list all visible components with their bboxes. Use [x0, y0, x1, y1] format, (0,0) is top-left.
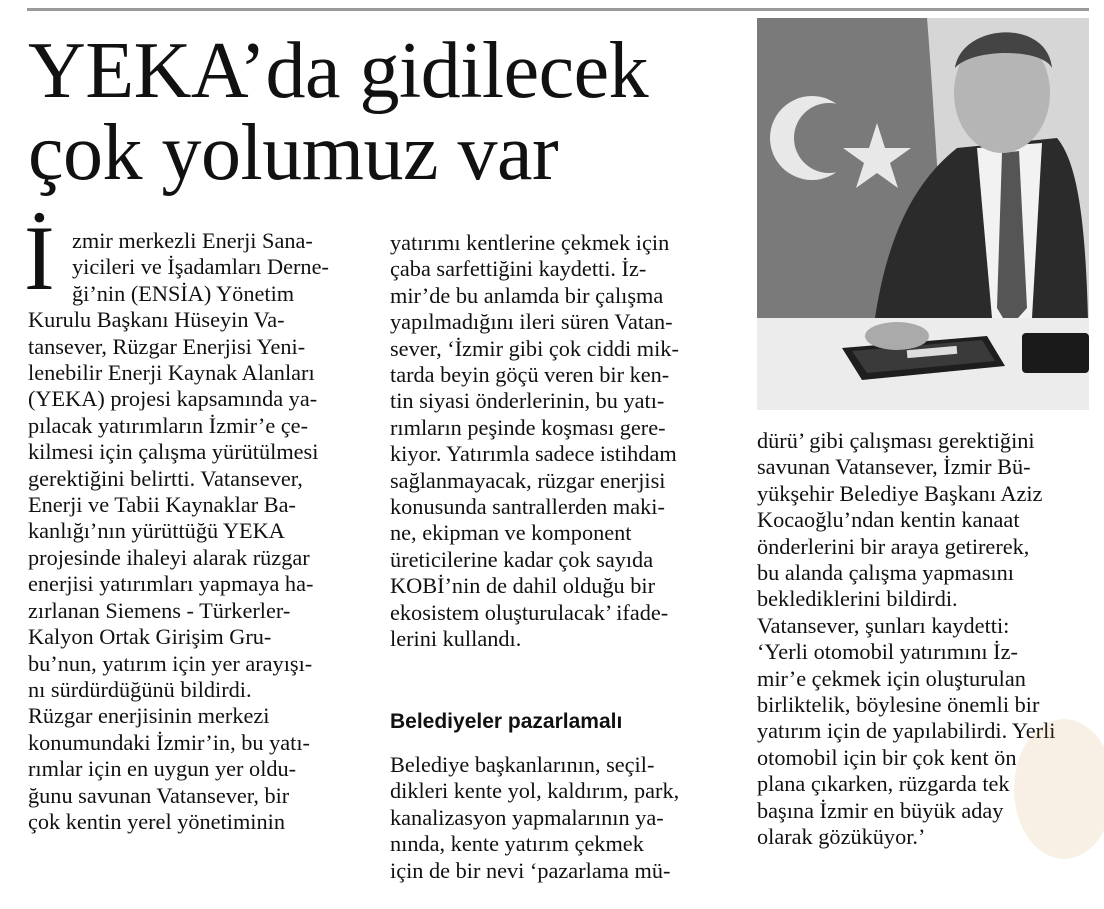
text-line: kanlığı’nın yürüttüğü YEKA [28, 518, 285, 544]
text-line: Rüzgar enerjisinin merkezi [28, 703, 270, 729]
text-line: rımlar için en uygun yer oldu- [28, 756, 297, 782]
text-line: üreticilerine kadar çok sayıda [390, 546, 654, 572]
text-line: çaba sarfettiğini kaydetti. İz- [390, 256, 647, 282]
text-line: ğunu savunan Vatansever, bir [28, 782, 290, 808]
text-line: plana çıkarken, rüzgarda tek [757, 771, 1010, 797]
text-line: Kurulu Başkanı Hüseyin Va- [28, 307, 285, 333]
text-line: otomobil için bir çok kent ön [757, 744, 1017, 770]
text-line: (YEKA) projesi kapsamında ya- [28, 386, 318, 412]
text-line: ne, ekipman ve komponent [390, 520, 632, 546]
headline [28, 27, 758, 197]
text-line: nında, kente yatırım çekmek [390, 831, 644, 857]
text-line: Kalyon Ortak Girişim Gru- [28, 624, 272, 650]
text-line: bu alanda çalışma yapmasını [757, 560, 1014, 586]
text-line: savunan Vatansever, İzmir Bü- [757, 454, 1031, 480]
text-line: yükşehir Belediye Başkanı Aziz [757, 480, 1043, 506]
portrait-illustration [757, 18, 1089, 410]
text-line: Enerji ve Tabii Kaynaklar Ba- [28, 492, 296, 518]
text-line: kanalizasyon yapmalarının ya- [390, 804, 664, 830]
text-line: konusunda santrallerden maki- [390, 494, 665, 520]
text-line: nı sürdürdüğünü bildirdi. [28, 676, 252, 702]
subheading: Belediyeler pazarlamalı [390, 710, 623, 733]
text-line: lenebilir Enerji Kaynak Alanları [28, 360, 315, 386]
article-column-2-continued [390, 752, 720, 884]
text-line: projesinde ihaleyi alarak rüzgar [28, 544, 310, 570]
text-line: yapılmadığını ileri süren Vatan- [390, 309, 673, 335]
headline-line-2: çok yolumuz var [28, 109, 559, 197]
article-column-1 [28, 228, 368, 835]
text-line: beklediklerini bildirdi. [757, 586, 958, 612]
text-line: kiyor. Yatırımla sadece istihdam [390, 441, 677, 467]
text-line: dikleri kente yol, kaldırım, park, [390, 778, 680, 804]
background-watermark-shape [994, 709, 1104, 869]
text-line: konumundaki İzmir’in, bu yatı- [28, 729, 310, 755]
text-line: KOBİ’nin de dahil olduğu bir [390, 573, 656, 599]
text-line: yatırım için de yapılabilirdi. Yerli [757, 718, 1056, 744]
drop-cap: İ [24, 207, 55, 309]
text-line: Vatansever, şunları kaydetti: [757, 612, 1010, 638]
text-line: zırlanan Siemens - Türkerler- [28, 597, 291, 623]
text-line: rımların peşinde koşması gere- [390, 414, 666, 440]
text-line: lerini kullandı. [390, 626, 522, 652]
text-line: tin siyasi önderlerinin, bu yatı- [390, 388, 665, 414]
text-line: başına İzmir en büyük aday [757, 797, 1004, 823]
text-line: için de bir nevi ‘pazarlama mü- [390, 857, 671, 883]
text-line: mir’de bu anlamda bir çalışma [390, 282, 664, 308]
text-line: önderlerini bir araya getirerek, [757, 533, 1030, 559]
text-line: pılacak yatırımların İzmir’e çe- [28, 412, 309, 438]
text-line: sever, ‘İzmir gibi çok ciddi mik- [390, 335, 679, 361]
text-line: tansever, Rüzgar Enerjisi Yeni- [28, 333, 306, 359]
text-line: enerjisi yatırımları yapmaya ha- [28, 571, 314, 597]
text-line: Belediye başkanlarının, seçil- [390, 752, 655, 777]
text-line: bu’nun, yatırım için yer arayışı- [28, 650, 313, 676]
text-line: ği’nin (ENSİA) Yönetim [72, 280, 295, 306]
article-column-2 [390, 230, 720, 653]
text-line: çok kentin yerel yönetiminin [28, 808, 285, 834]
text-line: ekosistem oluşturulacak’ ifade- [390, 599, 669, 625]
text-line: tarda beyin göçü veren bir ken- [390, 362, 670, 388]
text-line: Kocaoğlu’ndan kentin kanaat [757, 507, 1020, 533]
article-photo [757, 18, 1089, 410]
text-line: birliktelik, böylesine önemli bir [757, 692, 1040, 718]
text-line: yatırımı kentlerine çekmek için [390, 230, 670, 255]
text-line: mir’e çekmek için oluşturulan [757, 665, 1026, 691]
top-rule [27, 8, 1089, 11]
text-line: kilmesi için çalışma yürütülmesi [28, 439, 319, 465]
text-line: ‘Yerli otomobil yatırımını İz- [757, 639, 1018, 665]
text-line: sağlanmayacak, rüzgar enerjisi [390, 467, 666, 493]
text-line: olarak gözüküyor.’ [757, 824, 926, 850]
headline-line-1: YEKA’da gidilecek [28, 27, 649, 115]
text-line: gerektiğini belirtti. Vatansever, [28, 465, 303, 491]
text-line: dürü’ gibi çalışması gerektiğini [757, 428, 1035, 453]
text-line: zmir merkezli Enerji Sana- [72, 228, 313, 253]
text-line: yicileri ve İşadamları Derne- [72, 254, 329, 280]
